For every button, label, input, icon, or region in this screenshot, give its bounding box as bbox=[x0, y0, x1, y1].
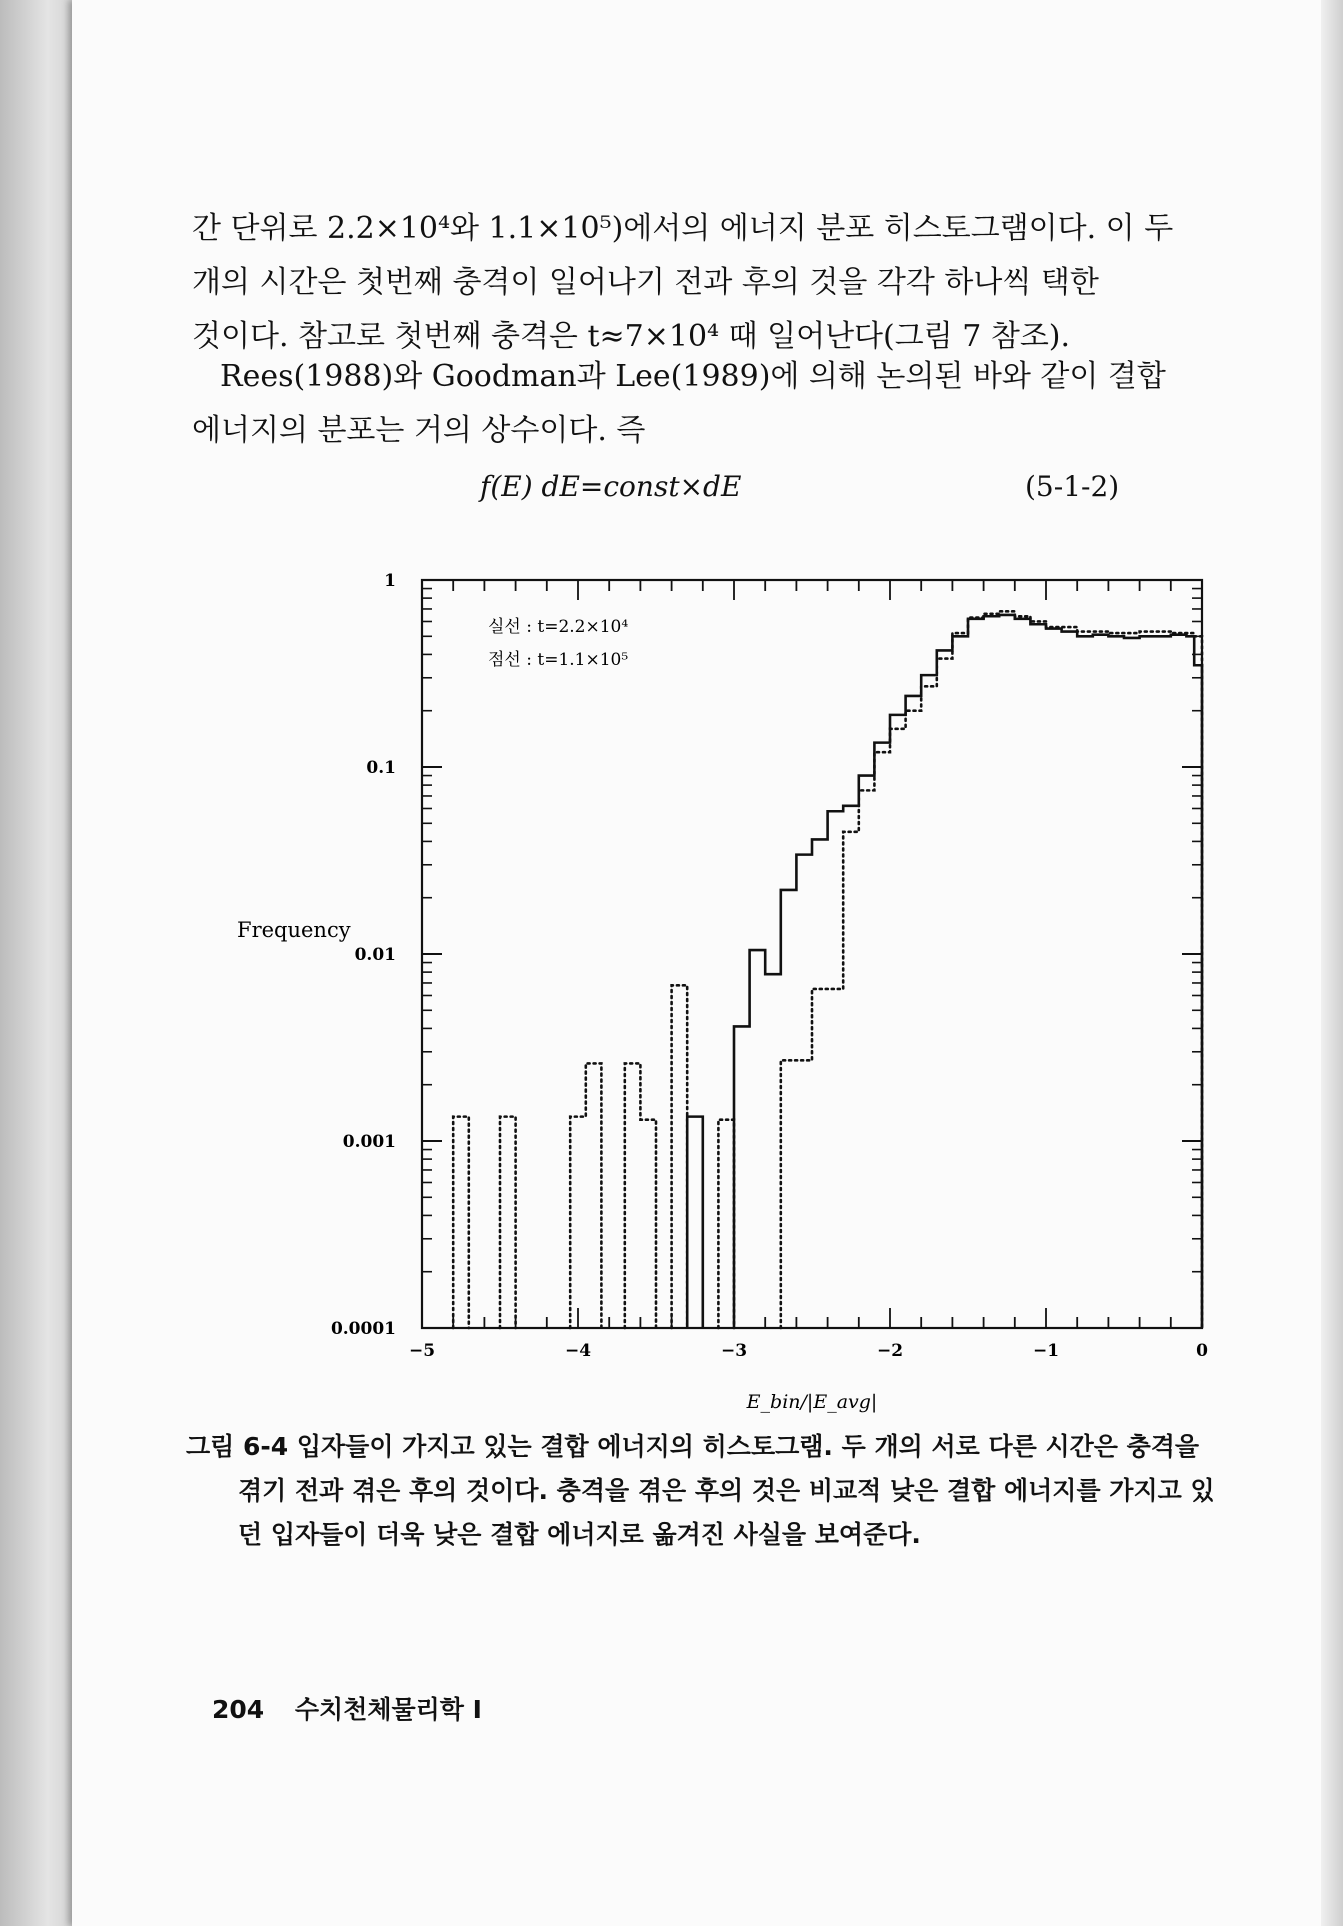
body-line-1: 간 단위로 2.2×10⁴와 1.1×10⁵)에서의 에너지 분포 히스토그램이다. 이 두 bbox=[192, 211, 1174, 246]
y-tick-label: 1 bbox=[384, 571, 396, 591]
legend-entry: 실선 : t=2.2×10⁴ bbox=[488, 617, 629, 637]
body-line-5: 에너지의 분포는 거의 상수이다. 즉 bbox=[192, 413, 646, 448]
y-tick-label: 0.01 bbox=[354, 945, 396, 965]
dotted-histogram-series bbox=[625, 1063, 656, 1328]
y-axis-label: Frequency bbox=[237, 918, 351, 942]
legend-entry: 점선 : t=1.1×10⁵ bbox=[488, 650, 629, 670]
x-tick-label: −2 bbox=[876, 1341, 904, 1361]
y-tick-label: 0.1 bbox=[366, 758, 396, 778]
x-tick-label: −1 bbox=[1032, 1341, 1060, 1361]
y-tick-label: 0.0001 bbox=[330, 1319, 396, 1339]
dotted-histogram-series bbox=[453, 1117, 469, 1328]
page-number: 204 bbox=[212, 1695, 265, 1724]
x-tick-label: 0 bbox=[1196, 1341, 1208, 1361]
solid-histogram-series bbox=[687, 1117, 703, 1328]
x-axis-label: E_bin/|E_avg| bbox=[746, 1391, 878, 1413]
body-line-2: 개의 시간은 첫번째 충격이 일어나기 전과 후의 것을 각각 하나씩 택한 bbox=[192, 265, 1099, 300]
dotted-histogram-series bbox=[570, 1063, 601, 1328]
dotted-histogram-series bbox=[718, 1120, 734, 1328]
body-line-4: Rees(1988)와 Goodman과 Lee(1989)에 의해 논의된 바와 같이 결합 bbox=[220, 359, 1166, 394]
body-line-3: 것이다. 참고로 첫번째 충격은 t≈7×10⁴ 때 일어난다(그림 7 참조). bbox=[192, 319, 1071, 354]
caption-text: 그림 6-4 입자들이 가지고 있는 결합 에너지의 히스토그램. 두 개의 서로 다른 시간은 충격을 겪기 전과 겪은 후의 것이다. 충격을 겪은 후의 것은 비교적 낮은 결합 에너지를 가지고 있던 입자들이 더욱 낮은 결합 에너지로 옮겨진 사실을 보여준다. bbox=[186, 1432, 1215, 1549]
page-footer bbox=[212, 1690, 504, 1726]
book-title: 수치천체물리학 Ⅰ bbox=[294, 1695, 482, 1724]
dotted-histogram-series bbox=[672, 985, 688, 1328]
solid-histogram-series bbox=[734, 615, 1202, 1328]
x-tick-label: −3 bbox=[720, 1341, 748, 1361]
figure-caption bbox=[186, 1425, 1221, 1557]
equation: f(E) dE=const×dE bbox=[480, 470, 742, 503]
y-tick-label: 0.001 bbox=[342, 1132, 396, 1152]
x-tick-label: −4 bbox=[564, 1341, 592, 1361]
x-tick-label: −5 bbox=[408, 1341, 436, 1361]
dotted-histogram-series bbox=[500, 1117, 516, 1328]
dotted-histogram-series bbox=[781, 611, 1202, 1328]
plot-frame bbox=[422, 580, 1202, 1328]
equation-number: (5-1-2) bbox=[1025, 470, 1120, 503]
